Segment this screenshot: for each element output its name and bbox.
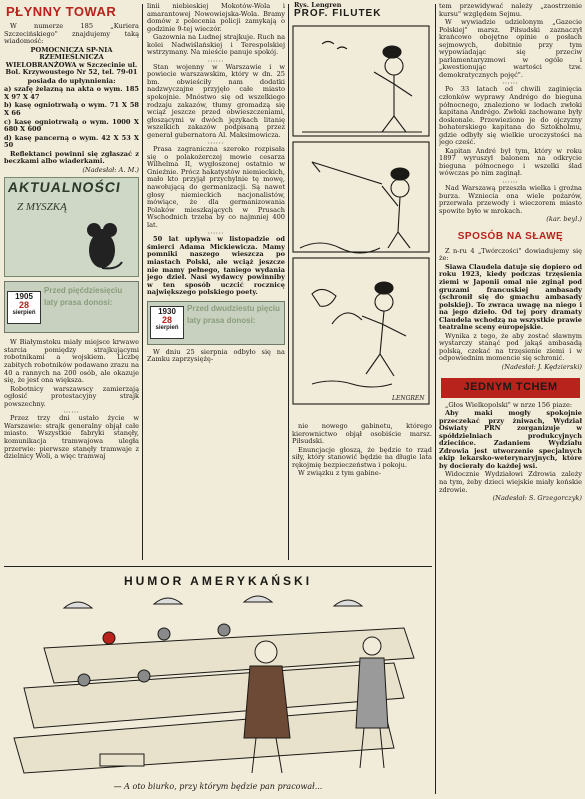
article-para: Robotnicy warszawscy zamierzają ogłosić protestacyjny strajk powszechny. <box>4 384 139 408</box>
article-signature: (Nadesłał: A. M.) <box>82 165 139 174</box>
comic-title: PROF. FILUTEK <box>294 8 382 19</box>
filutek-comic-strip <box>292 24 432 419</box>
plynny-towar-title: PŁYNNY TOWAR <box>6 4 117 19</box>
section-separator: :::::: <box>207 57 225 64</box>
article-para: a) szafę żelazną na akta o wym. 185 X 97 X 47 <box>4 85 139 101</box>
article-para: Nad Warszawą przeszła wielka i groźna burza. Wzniecia ona wiele pożarów, przerwała przewody i wieczorem miasto spowite było w mrokach. <box>439 184 582 215</box>
column-1 <box>4 0 139 565</box>
article-para: Wynika z tego, że aby zostać sławnym wystarczy stanąć pod jakąś ambasadą polską, czekać na trzęsienie ziemi i w odpowiednim momencie się schronić. <box>439 331 582 363</box>
date-month: sierpień <box>155 324 179 331</box>
section-rule <box>4 566 432 567</box>
article-para: W związku z tym gabine- <box>298 469 381 478</box>
article-para: Prasa zagraniczna szeroko rozpisała się o polakożerczej mowie cesarza Wilhelma II, wygłoszonej ostatnio w Gnieźnie. Prócz hakatystów niemieckich, mało kto przyjął przychylnie tę mowę, nawołującą do germanizacji. Są nawet głosy niemieckich nacjonalistów, mówiące, że dla germanizowania Polaków mieszkających w Prusach Wschodnich trzeba by co najmniej 400 lat. <box>147 145 285 229</box>
box-lead-text: Przed pięćdziesięciu laty prasa donosi: <box>44 286 123 308</box>
humor-section <box>4 566 432 796</box>
comic-header <box>292 2 432 24</box>
jednym-tchem-title: JEDNYM TCHEM <box>463 380 558 393</box>
aktualnosci-subtitle: Z MYSZKĄ <box>17 201 67 214</box>
article-para: Widocznie Wydziałowi Zdrowia zależy na tym, żeby dzieci wiejskie miały końskie zdrowie. <box>439 470 582 494</box>
article-para: tem przewidywać należy „zaostrzenie kursu" względem Sejmu. <box>439 2 582 18</box>
sposob-na-slawe-title: SPOSÓB NA SŁAWĘ <box>457 230 564 242</box>
article-para: Reflektanci powinni się zgłaszać z beczkami albo wiaderkami. <box>4 149 139 166</box>
article-para: posiada do upłynnienia: <box>27 76 116 85</box>
column-2 <box>147 0 285 565</box>
article-para: Siawa Claudela datuje się dopiero od roku 1923, kiedy podczas trzęsienia ziemi w Japonii omal nie zginął pod gruzami francuskiej ambasady (schronił się do gmachu ambasady polskiej). To zwraca uwagę na niego i na jego dzieło. Od tej pory dramaty Claudela wchodzą na wszystkie prawie teatralne sceny europejskie. <box>439 262 582 332</box>
column-4 <box>439 0 582 797</box>
comic-signature: LENGREN <box>392 395 425 402</box>
humor-title: HUMOR AMERYKAŃSKI <box>123 574 313 588</box>
article-para: POMOCNICZA SP-NIA RZEMIEŚLNICZA WIELOBRANŻOWA w Szczecinie ul. Bol. Krzywoustego Nr 52, tel. 79-01 <box>5 45 138 77</box>
date-year: 1930 <box>158 306 176 316</box>
box-lead-text: Przed dwudziestu pięciu laty prasa donosi: <box>187 303 280 325</box>
column-3 <box>292 0 432 565</box>
date-year: 1905 <box>15 292 33 302</box>
article-para: W dniu 25 sierpnia odbyło się na Zamku zaprzysiężę- <box>147 347 285 364</box>
humor-caption: — A oto biurko, przy którym będzie pan pracował... <box>113 782 323 791</box>
aktualnosci-header <box>4 177 139 277</box>
article-para: linii niebieskiej Mokotów-Wola i amarantowej Nowowiejska-Wola. Bramy domów z polecenia policji zamykają o godzinie 9-tej wieczór. <box>147 2 285 33</box>
article-para: Z n-ru 4 „Twórczości" dowiadujemy się że: <box>439 246 582 263</box>
column-rule <box>435 4 436 794</box>
date-month: sierpień <box>12 310 36 317</box>
column-rule <box>288 4 289 560</box>
section-separator: :::::: <box>502 179 519 186</box>
mouse-illustration <box>77 212 127 272</box>
article-para: Enuncjacje głoszą, że będzie to rząd siły, który stanowić będzie na długie lata rękojmię bezpieczeństwa i pokoju. <box>292 445 432 469</box>
section-separator: :::::: <box>207 230 225 237</box>
date-day: 28 <box>18 300 29 311</box>
date-badge <box>150 306 184 339</box>
section-separator: :::::: <box>207 140 225 147</box>
section-separator: :::::: <box>502 80 519 87</box>
dated-box-1905 <box>4 281 139 333</box>
article-para: W wywiadzie udzielonym „Gazecie Polskiej" marsz. Piłsudski zaznaczył krańcowo obojętne opinie o posłach sejmowych, dobitnie przy tym wypowiadając się przeciw parlamentaryzmowi w ogóle i „kwestionując wartości tzw. demokratycznych pojęć". <box>439 18 582 79</box>
article-para: Gazownia na Ludnej strajkuje. Ruch na kolei Nadwiślańskiej i Terespolskiej wstrzymany. Na mieście panuje spokój. <box>147 33 285 57</box>
aktualnosci-title: AKTUALNOŚCI <box>6 179 123 196</box>
article-para: W Białymstoku miały miejsce krwawe starcia pomiędzy strajkującymi robotnikami a wojskiem. Liczbę zabitych robotników podawano zrazu na 40 a rannych na 200 osób, ale okazuje się, że jest ona większa. <box>4 338 139 385</box>
article-para: nie nowego gabinetu, którego kierownictwo objął osobiście marsz. Piłsudski. <box>292 422 432 446</box>
column-rule <box>142 4 143 560</box>
comic-credit: Rys. Lengren <box>294 1 342 9</box>
article-para: b) kasę ogniotrwałą o wym. 71 X 58 X 66 <box>4 101 139 118</box>
date-day: 28 <box>161 314 172 325</box>
article-signature: (Nadesłał: S. Grzegorczyk) <box>492 494 582 503</box>
jednym-tchem-banner <box>441 378 580 398</box>
article-para: 50 lat upływa w listopadzie od śmierci Adama Mickiewicza. Mamy pomniki naszego wieszcza po miastach Polski, ale wciąż jeszcze nie mamy pełnego, taniego wydania jego dzieł. Nasi wydawcy powinniby w ten sposób uczcić rocznicę największego polskiego poety. <box>147 235 285 297</box>
article-para: W numerze 185 „Kuriera Szczecińskiego" znajdujemy taką wiadomość: <box>4 22 139 46</box>
article-para: c) kasę ogniotrwałą o wym. 1000 X 680 X 600 <box>4 117 139 134</box>
article-para: „Głos Wielkopolski" w nrze 156 piaze: <box>445 400 573 409</box>
article-para: Przez trzy dni ustało życie w Warszawie: strajk generalny objął całe miasto. Wszystkie fabryki stanęły, komunikacja tramwajowa uległa przerwie: pierwsze stanęły tramwaje z dzielnicy Woli, a więc tramwaj <box>4 414 139 461</box>
office-cartoon <box>4 588 432 778</box>
dated-box-1930 <box>147 301 285 345</box>
article-para: Kapitan André był tym, który w roku 1897 wyruszył balonem na odkrycie bieguna północnego i wszelki ślad wówczas po nim zaginął. <box>439 146 582 178</box>
article-signature: (Nadesłał: J. Kędzierski) <box>501 362 582 371</box>
article-para: Aby maki mogły spokojnie przeczekać przy żniwach, Wydział Oświaty PRN zorganizuje w spółdzielniach produkcyjnych dziecińce. Zadaniem Wydziału Zdrowia jest utworzenie specjalnych ekip lekarsko-weterynaryjnych, które by docierały do każdej wsi. <box>439 409 582 470</box>
article-para: Stan wojenny w Warszawie i w powiecie warszawskim, który w dn. 25 bm. obwieściły nam dodatki nadzwyczajne przyjęło całe miasto spokojnie. Mnóstwo się od wszelkiego rodzaju zakazów, tłumy gromadzą się wciąż jeszcze przed obwieszczeniami, głoszącymi w dwóch językach litanię wszelkich zakazów podpisaną przez generał gubernatora Al. Maksimowicza. <box>147 62 285 139</box>
date-badge <box>7 291 41 324</box>
article-para: Po 33 latach od chwili zaginięcia członków wyprawy Andrégo do bieguna północnego, znaleziono w lodach zwłoki kapitana Andrégo. Zwłoki zachowane były doskonale. Przewieziono je do ojczyzny bohaterskiego kapitana do Sztokholmu, gdzie odbyły się wielkie uroczystości na jego cześć. <box>439 85 582 147</box>
article-para: d) kasę pancerną o wym. 42 X 53 X 50 <box>4 133 139 150</box>
article-signature: (kar. beyl.) <box>546 215 582 224</box>
section-separator: :::::: <box>63 409 80 416</box>
